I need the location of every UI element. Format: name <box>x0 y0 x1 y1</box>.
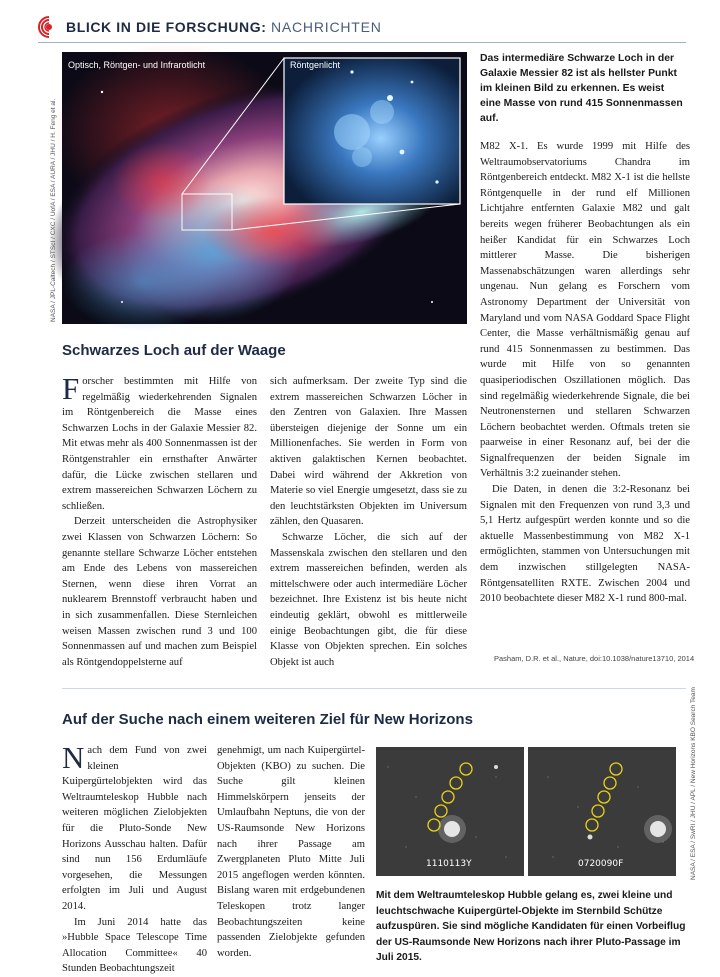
section-header <box>38 12 382 42</box>
galaxy-illustration <box>62 52 467 324</box>
dropcap: F <box>62 371 80 406</box>
starfield-illustration <box>528 747 676 876</box>
hubble-image-2 <box>528 747 676 876</box>
galaxy-m82-image <box>62 52 467 324</box>
article2-column-2 <box>217 743 365 961</box>
paragraph: Nach dem Fund von zwei kleinen Kuipergürtelobjekten wird das Weltraumteleskop Hubble nach weiteren möglichen Zielobjekten für die Pluto-Sonde New Horizons Ausschau halten. Dafür sind nun 156 Erdumläufe vorgesehen, die Messungen erfolgten im Juli und August 2014. <box>62 740 207 912</box>
label-optical-xray-infrared: Optisch, Röntgen- und Infrarotlicht <box>68 60 206 70</box>
article2-column-1 <box>62 740 207 977</box>
paragraph: Forscher bestimmten mit Hilfe von regelmäßig wiederkehrenden Signalen im Röntgenbereich die Masse eines Schwarzen Lochs in der Galaxie Messier 82. Mit etwas mehr als 400 Sonnenmassen ist der Röntgenstrahler ein ernsthafter Anwärter dafür, die Lücke zwischen stellaren und extrem massereichen Schwarzen Löchern zu schließen. <box>62 371 257 512</box>
section-title: BLICK IN DIE FORSCHUNG: NACHRICHTEN <box>66 19 382 35</box>
paragraph: Die Daten, in denen die 3:2-Resonanz bei Signalen mit den Frequenzen von rund 3,3 und 5,1 Hertz aufgespürt werden konnte und so die aktuelle Massenbestimmung von M82 X-1 ermöglichten, stammen von Untersuchungen mit dem inzwischen stillgelegten NASA-Röntgensatelliten RXTE. Zwischen 2004 und 2010 beobachtete dieser M82 X-1 rund 800-mal. <box>480 484 690 605</box>
section-divider <box>62 688 686 689</box>
paragraph: genehmigt, um nach Kuipergürtel-Objekten (KBO) zu suchen. Die Suche gilt kleinen Himmelskörpern jenseits der Umlaufbahn Neptuns, die von der US-Raumsonde New Horizons nach ihrer Passage am Zwergplaneten Pluto Mitte Juli 2015 angeflogen werden könnten. Bislang waren mit erdgebundenen Teleskopen trotz langer Beobachtungszeiten keine passenden Zielobjekte gefunden worden. <box>217 745 365 959</box>
hubble-image-credit: NASA / ESA / SwRI / JHU / APL / New Horizons KBO Search Team <box>690 687 697 880</box>
paragraph: Derzeit unterscheiden die Astrophysiker zwei Klassen von Schwarzen Löchern: So genannte stellare Schwarze Löcher entstehen am Ende des Lebens von massereichen Sternen, wenn diese ihren Vorrat an nuklearem Brennstoff verbraucht haben und in sich zusammenfallen. Diese Sternleichen weisen Massen zwischen rund 3 und 100 Sonnenmassen auf und machen zum Beispiel als Röntgendoppelsterne auf <box>62 516 257 668</box>
article1-column-2 <box>270 374 467 670</box>
galaxy-caption: Das intermediäre Schwarze Loch in der Galaxie Messier 82 ist als hellster Punkt im kleinen Bild zu erkennen. Es weist eine Masse von rund 415 Sonnenmassen auf. <box>480 53 683 124</box>
hubble-caption: Mit dem Weltraumteleskop Hubble gelang es, zwei kleine und leuchtschwache Kuipergürtel-Objekte im Sternbild Schütze aufzuspüren. Sie sind mögliche Kandidaten für einen Vorbeiflug der US-Raumsonde New Horizons nach ihrer Pluto-Passage im Juli 2015. <box>376 890 686 963</box>
article1-reference: Pasham, D.R. et al., Nature, doi:10.1038/nature13710, 2014 <box>494 654 695 663</box>
paragraph: Schwarze Löcher, die sich auf der Massenskala zwischen den stellaren und den extrem massereichen befinden, werden als mittelschwere oder auch intermediäre Löcher bezeichnet. Ihre Existenz ist bis heute nicht eindeutig geklärt, obwohl es mittlerweile einige Beobachtungen gibt, die für diese Klasse von Objekten sprechen. Ein solches Objekt ist auch <box>270 531 467 668</box>
label-xray: Röntgenlicht <box>290 60 341 70</box>
article1-title: Schwarzes Loch auf der Waage <box>62 342 286 359</box>
hubble-image-1-label: 1110113Y <box>426 859 472 869</box>
starfield-illustration <box>376 747 524 876</box>
paragraph: M82 X-1. Es wurde 1999 mit Hilfe des Weltraumobservatoriums Chandra im Röntgenbereich entdeckt. M82 X-1 ist die hellste Röntgenquelle in der rund elf Millionen Lichtjahre entfernten Galaxie M82 und galt bereits wegen früherer Beobachtungen als ein heißer Kandidat für ein Schwarzes Loch mittlerer Masse. Die bisherigen Massenabschätzungen waren allerdings sehr ungenau. Nun gelang es Forschern vom Astronomy Department der Universität von Maryland und vom NASA Goddard Space Flight Center, die Masse verhältnismäßig genau auf rund 415 Sonnenmassen zu bestimmen. Das wurde mit Hilfe von so genannten quasiperiodischen Oszillationen möglich. Das sind regelmäßig wiederkehrende Signale, die bei Neutronensternen und stellaren Schwarzen Löchern beobachtet werden. Oftmals treten sie paarweise in einer Resonanz auf, bei der die Signalfrequenzen der beiden Signale im Verhältnis 3:2 zueinander stehen. <box>480 141 690 480</box>
article2-title: Auf der Suche nach einem weiteren Ziel für New Horizons <box>62 711 473 728</box>
galaxy-image-credit: NASA / JPL-Caltech / STScI / CXC / UofA / ESA / AURA / JHU / H. Feng et al. <box>50 98 57 322</box>
article1-column-1 <box>62 371 257 670</box>
hubble-image-2-label: 0720090F <box>578 859 624 869</box>
radio-waves-icon <box>38 16 60 38</box>
header-divider <box>38 42 686 43</box>
article1-column-3 <box>480 139 690 607</box>
paragraph: sich aufmerksam. Der zweite Typ sind die extrem massereichen Schwarzen Löcher in den Zentren von Galaxien. Ihre Massen übersteigen diejenige der Sonne um ein Millionenfaches. Sie werden in Form von aktiven galaktischen Kernen beobachtet. Dabei wird während der Akkretion von Materie so viel Energie umgesetzt, dass sie zu den leuchtstärksten Objekten im Universum zählen, den Quasaren. <box>270 376 467 528</box>
dropcap: N <box>62 740 85 775</box>
hubble-image-1 <box>376 747 524 876</box>
section-subtitle: NACHRICHTEN <box>270 19 382 35</box>
paragraph: Im Juni 2014 hatte das »Hubble Space Telescope Time Allocation Committee« 40 Stunden Beobachtungszeit <box>62 916 207 975</box>
